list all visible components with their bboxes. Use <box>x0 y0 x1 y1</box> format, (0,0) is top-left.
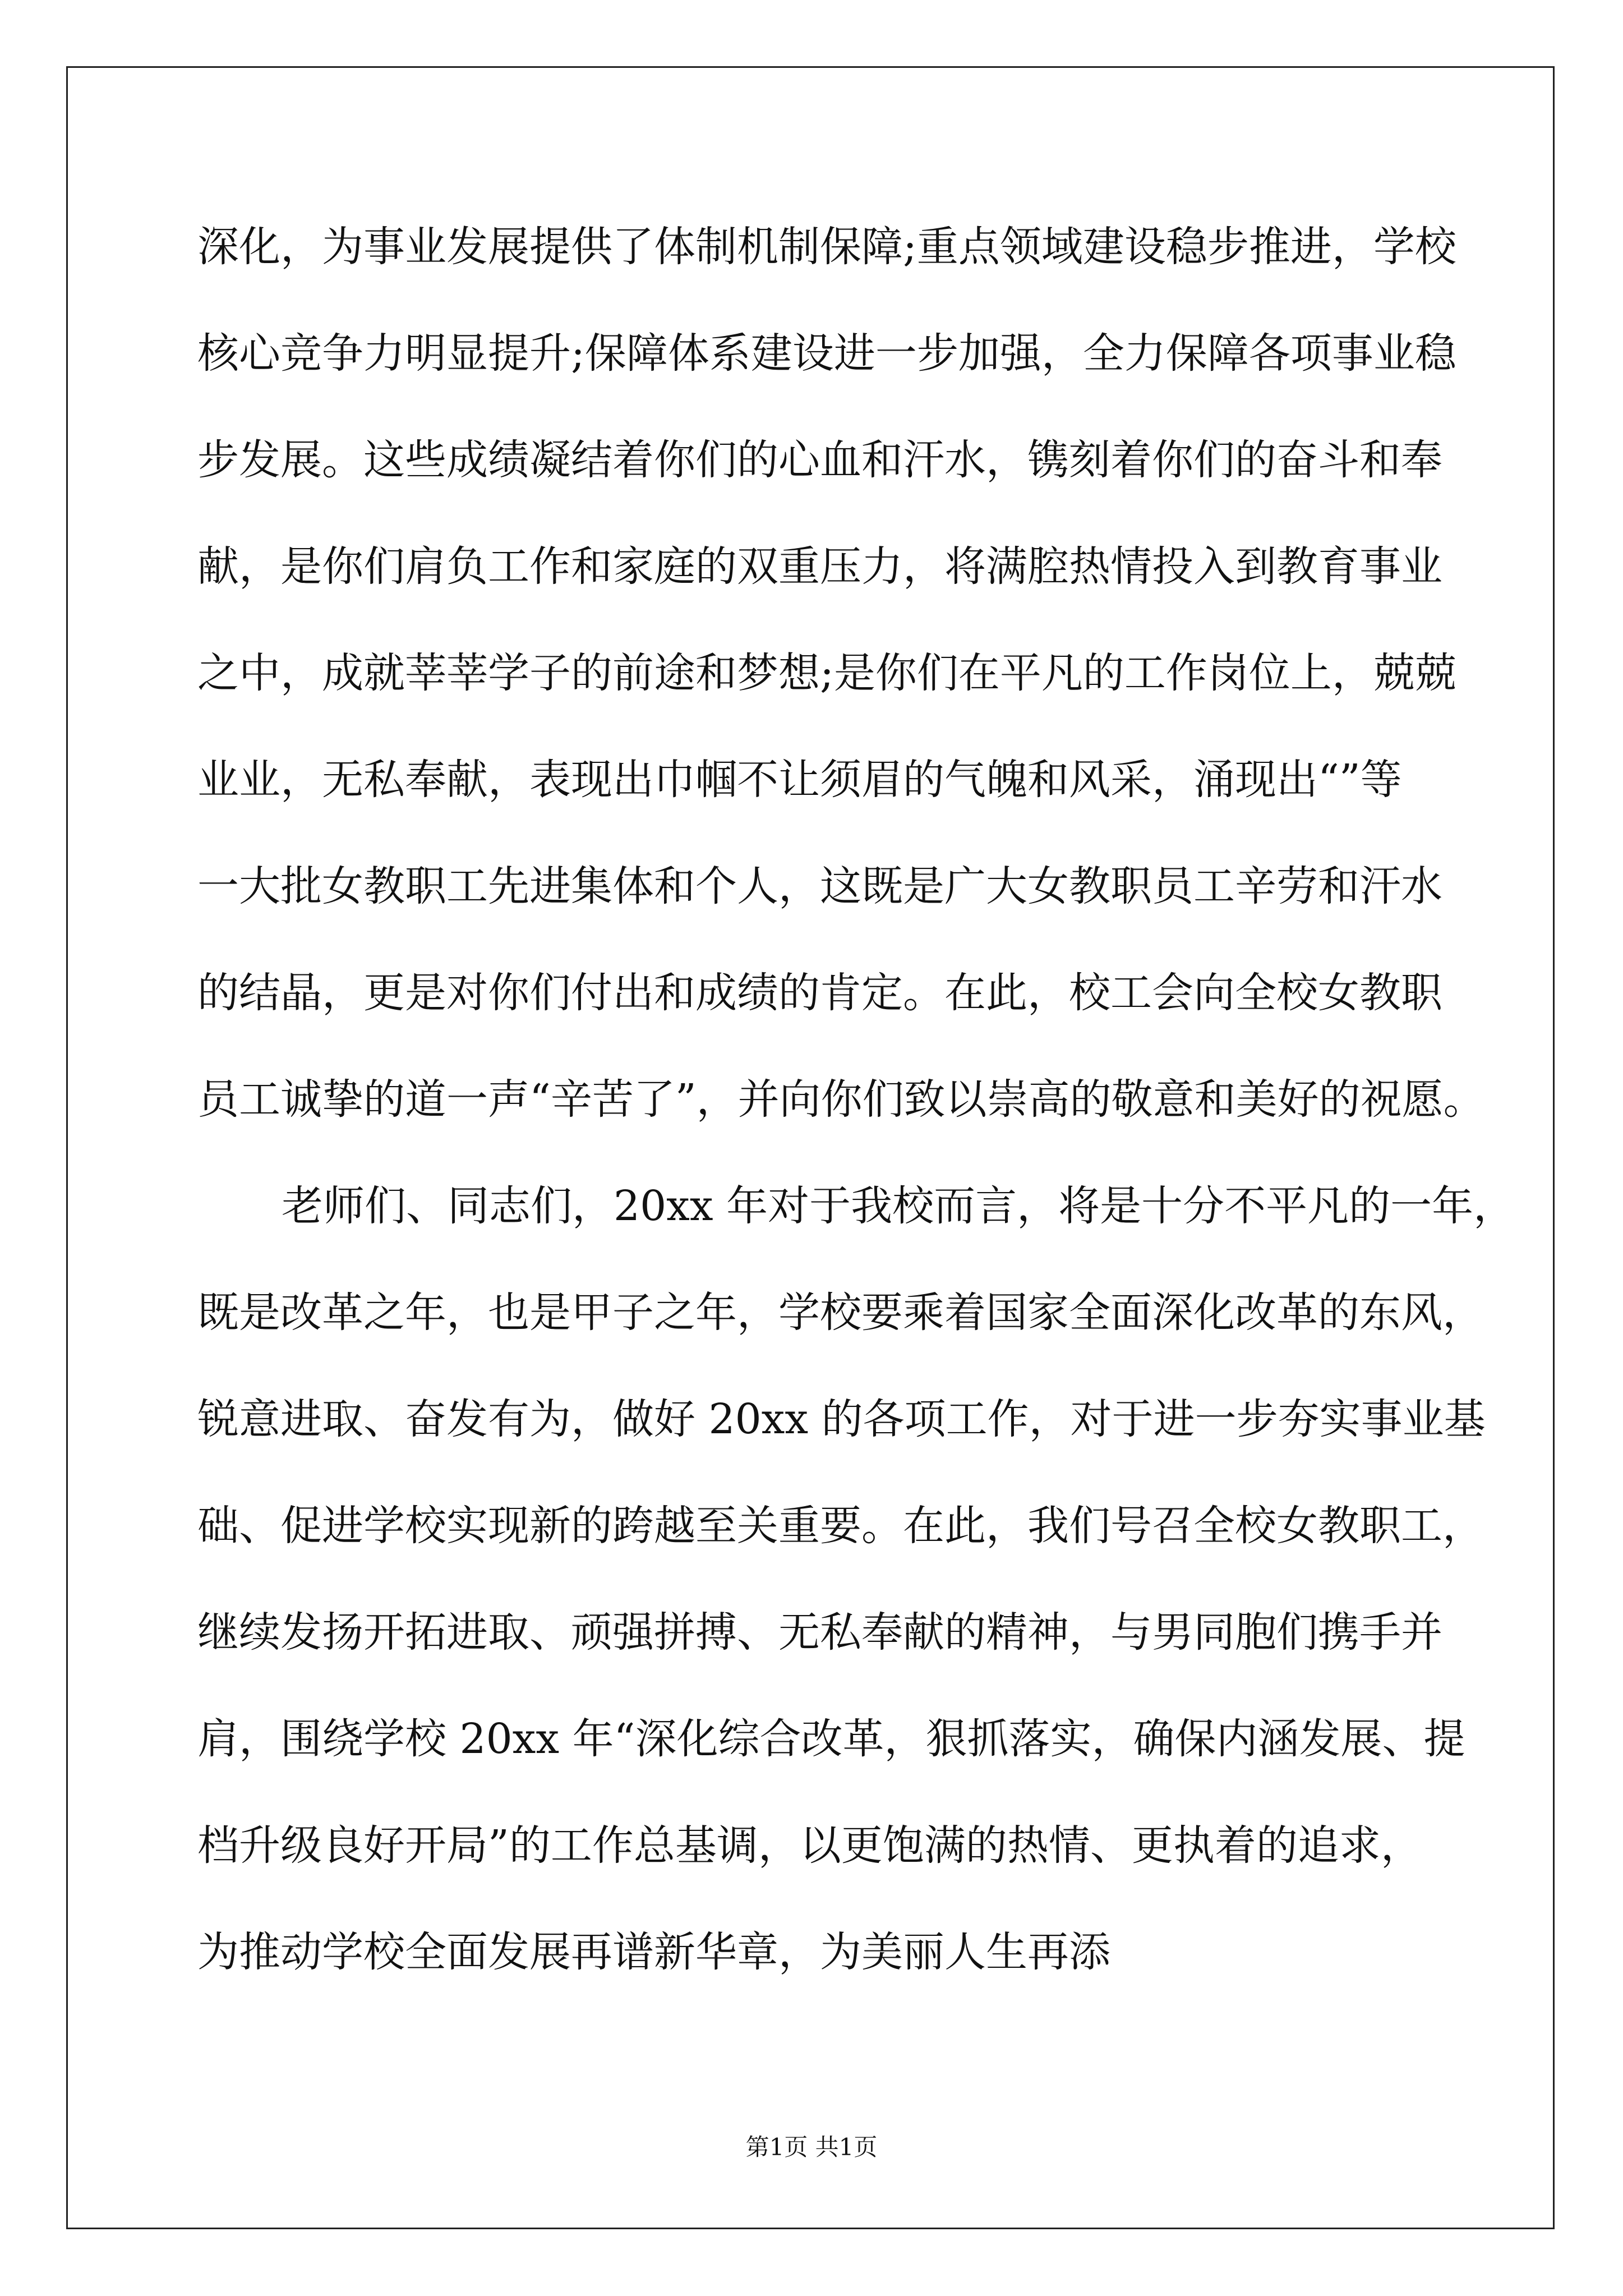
text-line: 为推动学校全面发展再谱新华章，为美丽人生再添 <box>197 1928 1110 1976</box>
text-line: 步发展。这些成绩凝结着你们的心血和汗水，镌刻着你们的奋斗和奉 <box>197 436 1442 484</box>
text-line: 深化，为事业发展提供了体制机制保障;重点领域建设稳步推进，学校 <box>197 223 1456 271</box>
text-line: 一大批女教职工先进集体和个人，这既是广大女教职员工辛劳和汗水 <box>197 862 1442 910</box>
text-line: 档升级良好开局”的工作总基调，以更饱满的热情、更执着的追求， <box>197 1821 1422 1870</box>
text-line: 锐意进取、奋发有为，做好 20xx 的各项工作，对于进一步夯实事业基 <box>197 1395 1486 1443</box>
text-line: 献，是你们肩负工作和家庭的双重压力，将满腔热情投入到教育事业 <box>197 542 1442 591</box>
text-line: 之中，成就莘莘学子的前途和梦想;是你们在平凡的工作岗位上，兢兢 <box>197 649 1456 697</box>
text-line: 的结晶，更是对你们付出和成绩的肯定。在此，校工会向全校女教职 <box>197 969 1442 1017</box>
text-line: 业业，无私奉献，表现出巾帼不让须眉的气魄和风采，涌现出“”等 <box>197 756 1402 804</box>
text-line: 继续发扬开拓进取、顽强拼搏、无私奉献的精神，与男同胞们携手并 <box>197 1608 1442 1657</box>
text-line: 员工诚挚的道一声“辛苦了”，并向你们致以崇高的敬意和美好的祝愿。 <box>197 1075 1485 1124</box>
text-line: 核心竞争力明显提升;保障体系建设进一步加强，全力保障各项事业稳 <box>197 329 1456 378</box>
text-line: 础、促进学校实现新的跨越至关重要。在此，我们号召全校女教职工， <box>197 1502 1484 1550</box>
page-border <box>66 66 1555 2229</box>
page-number-footer: 第1页 共1页 <box>745 2133 878 2161</box>
text-line: 既是改革之年，也是甲子之年，学校要乘着国家全面深化改革的东风， <box>197 1289 1484 1337</box>
text-line: 肩，围绕学校 20xx 年“深化综合改革，狠抓落实，确保内涵发展、提 <box>197 1715 1465 1763</box>
paragraph-start-line: 老师们、同志们，20xx 年对于我校而言，将是十分不平凡的一年， <box>282 1182 1515 1230</box>
